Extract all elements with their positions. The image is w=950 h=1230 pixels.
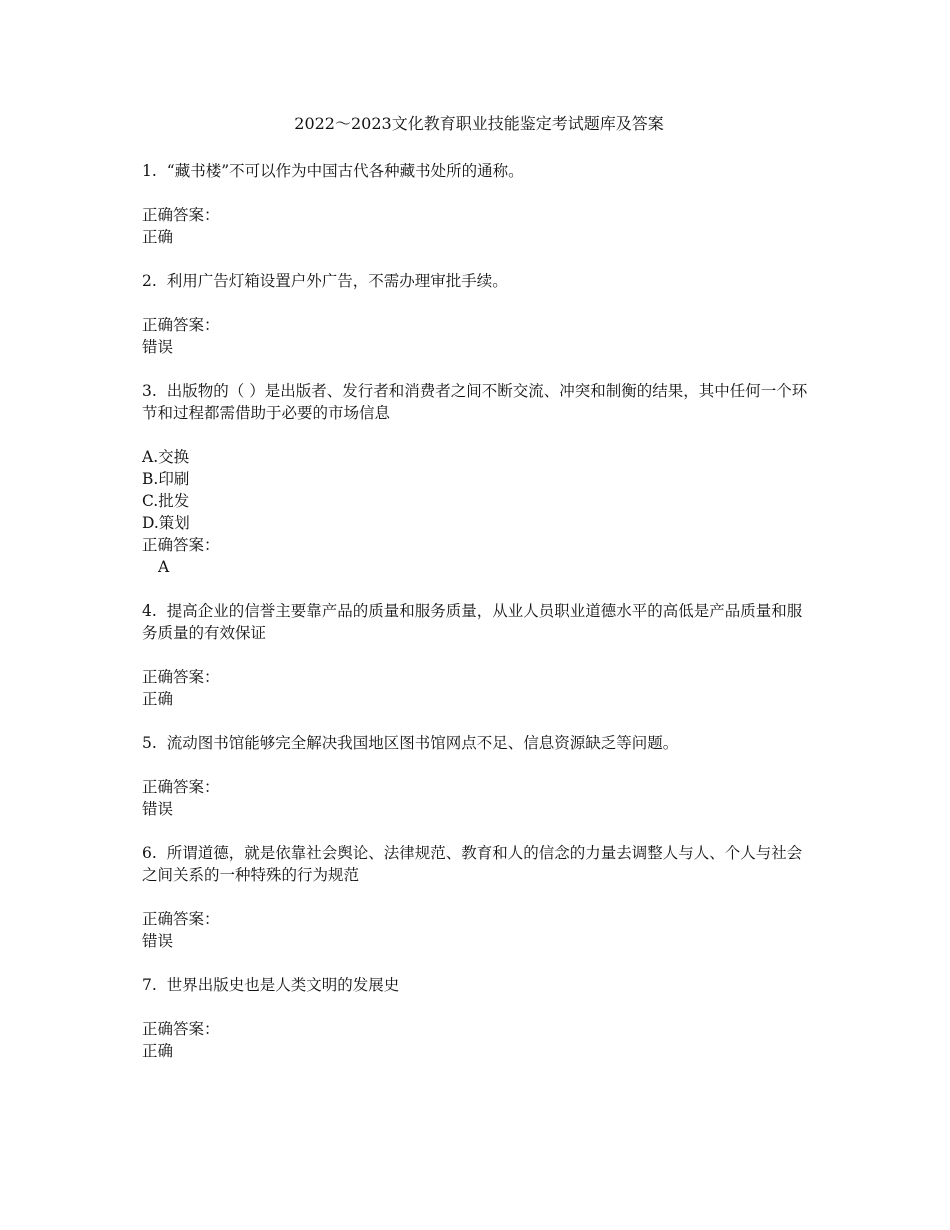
question-number: 5. [142,734,157,752]
question-number: 6. [142,844,157,862]
answer-label: 正确答案： [142,910,220,928]
document-title: 2022～2023文化教育职业技能鉴定考试题库及答案 [294,114,664,133]
answer-value: 正确 [142,228,174,246]
answer-label: 正确答案： [142,668,220,686]
answer-value: 错误 [142,932,174,950]
answer-label: 正确答案： [142,536,220,554]
answer-value: 错误 [142,338,174,356]
option-item: B.印刷 [142,470,190,488]
question-item [142,270,810,358]
question-item [142,380,810,578]
question-number: 1. [142,162,157,180]
answer-value: A [158,558,170,576]
question-item [142,732,810,820]
question-stem [142,974,810,996]
question-text: 利用广告灯箱设置户外广告，不需办理审批手续。 [166,272,508,290]
question-text: “藏书楼”不可以作为中国古代各种藏书处所的通称。 [166,162,524,180]
question-stem [142,160,810,182]
question-number: 7. [142,976,157,994]
question-text: 提高企业的信誉主要靠产品的质量和服务质量，从业人员职业道德水平的高低是产品质量和服务质量的有效保证 [142,602,803,642]
question-text: 出版物的（ ）是出版者、发行者和消费者之间不断交流、冲突和制衡的结果，其中任何一个环节和过程都需借助于必要的市场信息 [142,382,808,422]
option-item: D.策划 [142,514,190,532]
question-text: 所谓道德，就是依靠社会舆论、法律规范、教育和人的信念的力量去调整人与人、个人与社会之间关系的一种特殊的行为规范 [142,844,803,884]
answer-label: 正确答案： [142,778,220,796]
answer-label: 正确答案： [142,316,220,334]
answer-label: 正确答案： [142,1020,220,1038]
answer-label: 正确答案： [142,206,220,224]
option-item: C.批发 [142,492,190,510]
question-stem [142,270,810,292]
question-number: 3. [142,382,157,400]
option-item: A.交换 [142,448,190,466]
question-stem [142,732,810,754]
question-item [142,842,810,952]
question-item [142,974,810,1062]
answer-value: 正确 [142,1042,174,1060]
answer-value: 正确 [142,690,174,708]
question-stem [142,600,810,644]
question-stem [142,380,810,424]
answer-value: 错误 [142,800,174,818]
question-item [142,600,810,710]
question-list [142,160,810,1062]
question-item [142,160,810,248]
question-text: 流动图书馆能够完全解决我国地区图书馆网点不足、信息资源缺乏等问题。 [166,734,679,752]
option-list [142,446,810,534]
question-number: 4. [142,602,157,620]
question-number: 2. [142,272,157,290]
question-stem [142,842,810,886]
question-text: 世界出版史也是人类文明的发展史 [166,976,400,994]
